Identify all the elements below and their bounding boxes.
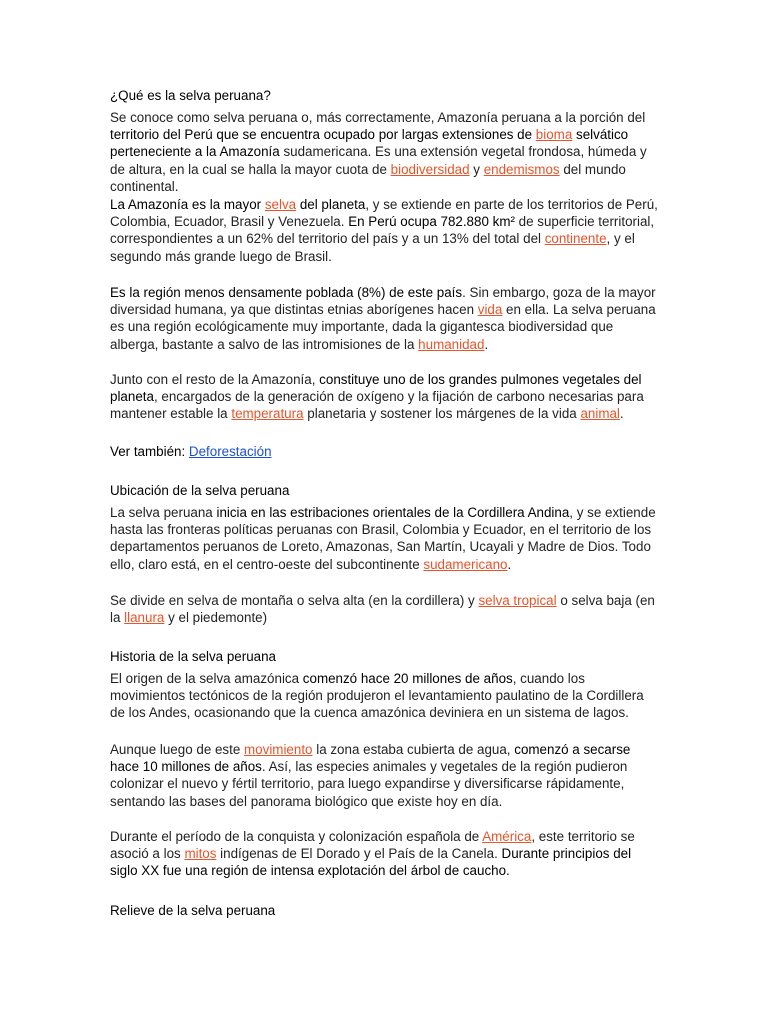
text-run: , y se extiende hasta las fronteras políticas peruanas con Brasil, Colombia y Ecuador, en el territorio de los departamentos peruanos de Loreto, Amazonas, San Martín, Ucayali y Madre de Dios. Todo ello, claro está, en el centro-oeste del subcontinente xyxy=(110,505,656,572)
paragraph-division xyxy=(110,592,662,626)
heading-historia: Historia de la selva peruana xyxy=(110,649,276,664)
paragraph-poblacion xyxy=(110,284,662,353)
text-run: en ella. La selva peruana es una región ecológicamente muy importante, dada la gigantesca biodiversidad que alberga, bastante a salvo de las intromisiones de la xyxy=(110,302,656,352)
heading-ubicacion: Ubicación de la selva peruana xyxy=(110,483,290,498)
heading-que-es: ¿Qué es la selva peruana? xyxy=(110,88,271,103)
movimiento-link[interactable]: movimiento xyxy=(244,742,313,757)
text-run: Junto con el resto de la Amazonía, xyxy=(110,372,320,387)
text-run: . Así, las especies animales y vegetales de la región pudieron colonizar el nuevo y fértil territorio, para luego expandirse y diversificarse rápidamente, sentando las bases del panorama biológico que existe hoy en día. xyxy=(110,759,628,809)
text-run: . Sin embargo, goza de la mayor diversidad humana, ya que distintas etnias aborígenes hacen xyxy=(110,285,656,318)
text-run: planetaria y sostener los márgenes de la vida xyxy=(303,406,581,422)
text-run: del mundo continental. xyxy=(110,161,626,194)
text-run: . xyxy=(507,556,512,572)
sudamericano-link[interactable]: sudamericano xyxy=(423,556,508,572)
biodiversidad-link[interactable]: biodiversidad xyxy=(390,161,470,177)
text-run: , este territorio se asoció a los xyxy=(110,829,635,862)
text-run: o selva baja (en la xyxy=(110,593,655,626)
llanura-link[interactable]: llanura xyxy=(124,610,165,626)
temperatura-link[interactable]: temperatura xyxy=(231,406,304,422)
text-run: Aunque luego de este xyxy=(110,742,245,757)
text-run: El origen de la selva amazónica xyxy=(110,671,303,686)
deforestacion-link[interactable]: Deforestación xyxy=(188,444,272,459)
text-run: Se conoce como selva peruana o, más correctamente, Amazonía peruana a la porción del xyxy=(110,110,646,125)
emphasis-text: La Amazonía es la mayor xyxy=(110,197,265,212)
text-run: Durante el período de la conquista y colonización española de xyxy=(110,829,483,844)
text-run: , encargados de la generación de oxígeno y la fijación de carbono necesarias para mantener estable la xyxy=(110,389,644,422)
text-run: Se divide en selva de montaña o selva alta (en la cordillera) y xyxy=(110,593,479,608)
emphasis-text: inicia en las estribaciones orientales de la Cordillera Andina xyxy=(216,505,570,520)
text-run: indígenas de El Dorado y el País de la Canela. xyxy=(216,846,502,862)
text-run: y xyxy=(469,161,484,177)
emphasis-text: Es la región menos densamente poblada (8%) de este país xyxy=(110,285,463,300)
animal-link[interactable]: animal xyxy=(580,406,620,422)
mitos-link[interactable]: mitos xyxy=(184,846,217,862)
see-also-label: Ver también: xyxy=(110,444,189,459)
text-run: la zona estaba cubierta de agua, xyxy=(312,742,515,757)
vida-link[interactable]: vida xyxy=(477,302,503,318)
paragraph-ubicacion xyxy=(110,504,662,573)
endemismos-link[interactable]: endemismos xyxy=(483,161,560,177)
america-link[interactable]: América xyxy=(482,829,532,844)
emphasis-text: Durante principios del siglo XX fue una región de intensa explotación del árbol de caucho. xyxy=(110,846,632,879)
text-run: y el piedemonte) xyxy=(164,610,268,626)
paragraph-definicion xyxy=(110,109,662,195)
text-run: , cuando los movimientos tectónicos de la región produjeron el levantamiento paulatino de la Cordillera de los Andes, ocasionando que la cuenca amazónica deviniera en un sistema de lagos. xyxy=(110,671,644,721)
text-run: . xyxy=(619,406,624,422)
paragraph-secado xyxy=(110,741,662,810)
selva-tropical-link[interactable]: selva tropical xyxy=(478,593,557,608)
paragraph-origen xyxy=(110,670,662,722)
emphasis-text: comenzó hace 20 millones de años xyxy=(302,671,513,686)
paragraph-conquista xyxy=(110,828,662,880)
bioma-link[interactable]: bioma xyxy=(535,127,573,143)
continente-link[interactable]: continente xyxy=(544,231,607,247)
text-run: , y el segundo más grande luego de Brasil. xyxy=(110,231,635,264)
emphasis-text: En Perú ocupa 782.880 km² xyxy=(348,214,515,230)
paragraph-amazonia xyxy=(110,196,662,265)
heading-relieve: Relieve de la selva peruana xyxy=(110,903,276,918)
humanidad-link[interactable]: humanidad xyxy=(418,336,485,352)
emphasis-text: del planeta xyxy=(296,197,366,212)
emphasis-text: constituye uno de los grandes pulmones vegetales del planeta xyxy=(110,372,642,405)
text-run: de superficie territorial, correspondientes a un 62% del territorio del país y a un 13% del total del xyxy=(110,214,655,247)
paragraph-pulmones xyxy=(110,371,662,423)
text-run: , y se extiende en parte de los territorios de Perú, Colombia, Ecuador, Brasil y Venezuela. xyxy=(110,197,658,230)
selva-link[interactable]: selva xyxy=(264,197,297,212)
text-run: . xyxy=(484,336,489,352)
emphasis-text: selvático perteneciente a la Amazonía xyxy=(110,127,629,160)
see-also xyxy=(110,443,662,460)
text-run: sudamericana. Es una extensión vegetal frondosa, húmeda y de altura, en la cual se halla la mayor cuota de xyxy=(110,144,647,177)
emphasis-text: territorio del Perú que se encuentra ocupado por largas extensiones de xyxy=(110,127,536,143)
emphasis-text: comenzó a secarse hace 10 millones de años xyxy=(110,742,631,775)
text-run: La selva peruana xyxy=(110,505,217,520)
